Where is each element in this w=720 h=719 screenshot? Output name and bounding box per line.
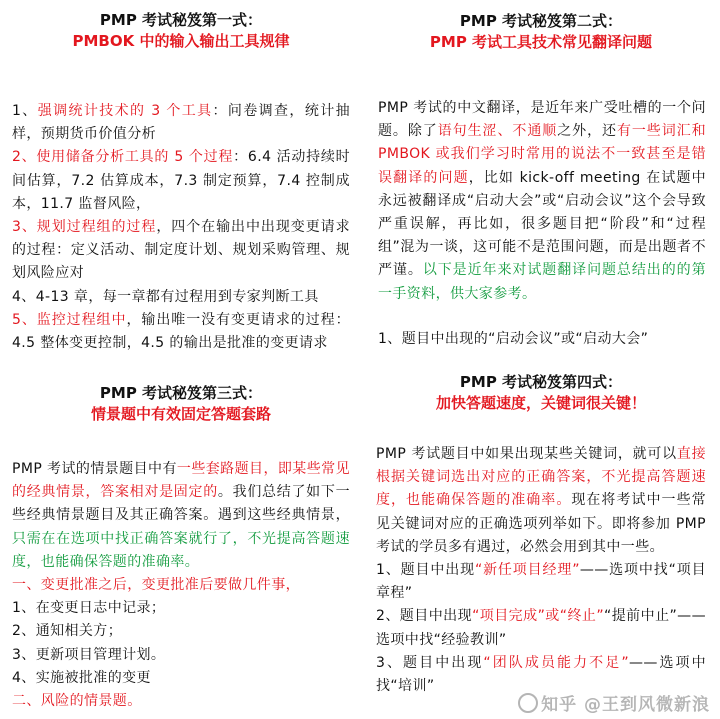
panel-body [378, 97, 706, 351]
paragraph: PMP 考试题目中如果出现某些关键词，就可以直接根据关键词选出对应的正确答案，不光提高答题速度，也能确保答题的准确率。现在将考试中一些常见关键词对应的正确选项列举如下。即将参加 PMP 考试的学员多有遇过，必然会用到其中一些。 [376, 446, 706, 555]
list-item: 5、监控过程组中，输出唯一没有变更请求的过程：4.5 整体变更控制，4.5 的输出是批准的变更请求 [12, 311, 351, 352]
panel-title: PMP 考试秘笈第四式： [459, 373, 623, 391]
paragraph: PMP 考试的中文翻译，是近年来广受吐槽的一个问题。除了语句生涩、不通顺之外，还有一些词汇和 PMBOK 或我们学习时常用的说法不一致甚至是错误翻译的问题，比如 kick-off meeting 在试题中永远被翻译成“启动大会”或“启动会议”这个会导致严重误解，再比如，很多题目把“阶段”和“过程组”混为一谈，这可能不是范围问题，而是出题者不严谨。以下是近年来对试题翻译问题总结出的的第一手资料，供大家参考。 [378, 100, 707, 302]
panel-third-tip [0, 358, 362, 719]
weibo-icon [518, 693, 538, 713]
panel-subtitle: PMBOK 中的输入输出工具规律 [72, 32, 290, 50]
panel-subtitle: 加快答题速度，关键词很关键！ [435, 394, 646, 412]
panel-first-tip [0, 0, 362, 358]
watermark: 知乎 @王到风微新浪 [518, 690, 710, 715]
list-item: 1、在变更日志中记录； [12, 600, 166, 617]
list-item: 3、更新项目管理计划。 [12, 646, 166, 663]
panel-subtitle: 情景题中有效固定答题套路 [90, 405, 271, 423]
panel-fourth-tip [362, 358, 720, 719]
list-item: 4、实施被批准的变更 [12, 669, 151, 686]
paragraph: PMP 考试的情景题目中有一些套路题目，即某些常见的经典情景，答案相对是固定的。我们总结了如下一些经典情景题目及其正确答案。遇到这些经典情景，只需在在选项中找正确答案就行了，不光提高答题速度，也能确保答题的准确率。 [12, 461, 350, 570]
list-item: 2、题目中出现“项目完成”或“终止”“提前中止”——选项中找“经验教训” [376, 608, 706, 648]
panel-second-tip [362, 0, 720, 358]
paragraph: 1、题目中出现的“启动会议”或“启动大会” [378, 330, 649, 347]
panel-title: PMP 考试秘笈第一式： [99, 11, 263, 29]
panel-subtitle: PMP 考试工具技术常见翻译问题 [429, 33, 653, 51]
section-heading: 一、变更批准之后，变更批准后要做几件事， [12, 577, 300, 594]
list-item: 4、4-13 章，每一章都有过程用到专家判断工具 [12, 288, 319, 305]
panel-title: PMP 考试秘笈第三式： [99, 384, 263, 402]
list-item: 3、规划过程组的过程，四个在输出中出现变更请求的过程：定义活动、制定度计划、规划采购管理、规划风险应对 [12, 219, 350, 282]
list-item: 2、通知相关方； [12, 623, 123, 640]
list-item: 3、题目中出现“团队成员能力不足”——选项中找“培训” [376, 654, 706, 695]
panel-body [12, 458, 350, 713]
panel-body [376, 443, 706, 698]
list-item: 1、题目中出现“新任项目经理”——选项中找“项目章程” [376, 562, 706, 602]
panel-body [12, 100, 350, 355]
list-item: 2、使用储备分析工具的 5 个过程：6.4 活动持续时间估算，7.2 估算成本，7.3 制定预算，7.4 控制成本，11.7 监督风险， [12, 149, 351, 212]
panel-title: PMP 考试秘笈第二式： [459, 12, 623, 30]
list-item: 1、强调统计技术的 3 个工具：问卷调查，统计抽样，预期货币价值分析 [12, 103, 350, 143]
section-heading: 二、风险的情景题。 [12, 693, 142, 710]
